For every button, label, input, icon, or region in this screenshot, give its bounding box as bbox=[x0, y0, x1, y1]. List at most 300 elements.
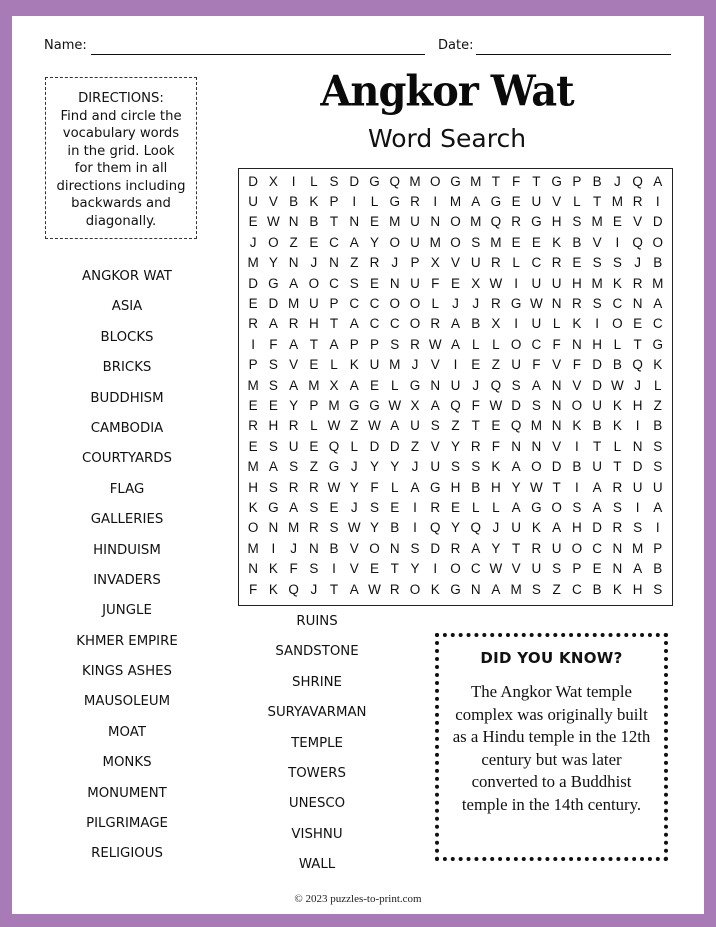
grid-cell[interactable]: O bbox=[450, 214, 461, 230]
grid-cell[interactable]: T bbox=[491, 173, 501, 189]
grid-cell[interactable]: R bbox=[248, 418, 258, 434]
grid-cell[interactable]: U bbox=[430, 459, 441, 475]
grid-cell[interactable]: H bbox=[551, 214, 562, 230]
grid-cell[interactable]: K bbox=[268, 561, 278, 577]
grid-cell[interactable]: E bbox=[309, 234, 319, 250]
grid-cell[interactable]: S bbox=[612, 499, 622, 515]
grid-cell[interactable]: A bbox=[349, 377, 359, 393]
grid-cell[interactable]: M bbox=[247, 377, 259, 393]
grid-cell[interactable]: N bbox=[288, 214, 299, 230]
grid-cell[interactable]: N bbox=[329, 255, 339, 271]
grid-cell[interactable]: E bbox=[511, 194, 521, 210]
grid-cell[interactable]: L bbox=[654, 377, 662, 393]
grid-cell[interactable]: A bbox=[430, 397, 440, 413]
grid-cell[interactable]: J bbox=[472, 296, 480, 312]
grid-cell[interactable]: K bbox=[349, 357, 359, 373]
grid-cell[interactable]: H bbox=[571, 520, 582, 536]
grid-cell[interactable]: D bbox=[389, 438, 400, 454]
grid-cell[interactable]: B bbox=[653, 255, 663, 271]
grid-cell[interactable]: I bbox=[655, 194, 660, 210]
grid-cell[interactable]: R bbox=[470, 438, 481, 454]
grid-cell[interactable]: A bbox=[349, 234, 359, 250]
grid-cell[interactable]: S bbox=[653, 459, 663, 475]
grid-cell[interactable]: E bbox=[491, 418, 501, 434]
grid-cell[interactable]: P bbox=[572, 173, 582, 189]
grid-cell[interactable]: O bbox=[429, 173, 441, 189]
grid-cell[interactable]: I bbox=[635, 418, 640, 434]
grid-cell[interactable]: W bbox=[388, 397, 402, 413]
grid-cell[interactable]: V bbox=[572, 377, 582, 393]
grid-cell[interactable]: U bbox=[652, 479, 663, 495]
grid-cell[interactable]: F bbox=[289, 561, 298, 577]
grid-cell[interactable]: U bbox=[511, 520, 522, 536]
grid-cell[interactable]: W bbox=[489, 275, 503, 291]
grid-cell[interactable]: V bbox=[268, 194, 278, 210]
grid-cell[interactable]: S bbox=[612, 255, 622, 271]
grid-cell[interactable]: J bbox=[492, 520, 500, 536]
grid-cell[interactable]: G bbox=[450, 581, 461, 597]
grid-cell[interactable]: O bbox=[510, 336, 522, 352]
grid-cell[interactable]: J bbox=[391, 255, 399, 271]
grid-cell[interactable]: C bbox=[369, 316, 380, 332]
grid-cell[interactable]: Z bbox=[451, 418, 460, 434]
grid-cell[interactable]: U bbox=[308, 296, 319, 312]
grid-cell[interactable]: X bbox=[491, 316, 501, 332]
grid-cell[interactable]: U bbox=[531, 316, 542, 332]
grid-cell[interactable]: Q bbox=[510, 418, 522, 434]
grid-cell[interactable]: X bbox=[471, 275, 481, 291]
grid-cell[interactable]: T bbox=[633, 336, 642, 352]
grid-cell[interactable]: N bbox=[632, 438, 643, 454]
grid-cell[interactable]: S bbox=[268, 377, 278, 393]
grid-cell[interactable]: B bbox=[592, 173, 602, 189]
grid-cell[interactable]: D bbox=[592, 377, 602, 393]
grid-cell[interactable]: O bbox=[389, 234, 401, 250]
grid-cell[interactable]: L bbox=[471, 336, 480, 352]
grid-cell[interactable]: V bbox=[511, 561, 521, 577]
grid-cell[interactable]: Q bbox=[490, 377, 502, 393]
grid-cell[interactable]: X bbox=[430, 255, 440, 271]
grid-cell[interactable]: U bbox=[531, 194, 542, 210]
grid-cell[interactable]: N bbox=[389, 275, 400, 291]
grid-cell[interactable]: A bbox=[633, 561, 643, 577]
grid-cell[interactable]: N bbox=[551, 397, 562, 413]
grid-cell[interactable]: L bbox=[492, 336, 500, 352]
grid-cell[interactable]: F bbox=[248, 581, 258, 597]
grid-cell[interactable]: R bbox=[288, 316, 299, 332]
grid-cell[interactable]: K bbox=[248, 499, 258, 515]
grid-cell[interactable]: F bbox=[572, 357, 581, 373]
grid-cell[interactable]: X bbox=[410, 397, 420, 413]
grid-cell[interactable]: F bbox=[269, 336, 278, 352]
grid-cell[interactable]: V bbox=[349, 540, 359, 556]
grid-cell[interactable]: E bbox=[370, 561, 380, 577]
grid-cell[interactable]: B bbox=[471, 316, 481, 332]
grid-cell[interactable]: M bbox=[611, 194, 623, 210]
grid-cell[interactable]: S bbox=[592, 255, 602, 271]
grid-cell[interactable]: D bbox=[369, 438, 380, 454]
grid-cell[interactable]: L bbox=[310, 418, 318, 434]
grid-cell[interactable]: M bbox=[470, 173, 482, 189]
grid-cell[interactable]: A bbox=[491, 581, 501, 597]
grid-cell[interactable]: W bbox=[266, 214, 280, 230]
grid-cell[interactable]: U bbox=[531, 275, 542, 291]
date-field[interactable] bbox=[476, 54, 671, 55]
grid-cell[interactable]: L bbox=[613, 438, 622, 454]
grid-cell[interactable]: E bbox=[531, 234, 541, 250]
grid-cell[interactable]: J bbox=[613, 173, 621, 189]
grid-cell[interactable]: I bbox=[615, 234, 620, 250]
grid-cell[interactable]: J bbox=[290, 540, 297, 556]
grid-cell[interactable]: W bbox=[428, 336, 442, 352]
grid-cell[interactable]: U bbox=[248, 194, 258, 210]
grid-cell[interactable]: Q bbox=[288, 581, 299, 597]
grid-cell[interactable]: H bbox=[491, 479, 501, 495]
grid-cell[interactable]: D bbox=[430, 540, 441, 556]
grid-cell[interactable]: E bbox=[248, 397, 258, 413]
grid-cell[interactable]: Y bbox=[370, 459, 380, 475]
grid-cell[interactable]: S bbox=[531, 397, 541, 413]
grid-cell[interactable]: F bbox=[491, 438, 501, 454]
grid-cell[interactable]: P bbox=[329, 194, 339, 210]
grid-cell[interactable]: C bbox=[389, 316, 400, 332]
grid-cell[interactable]: P bbox=[248, 357, 258, 373]
grid-cell[interactable]: I bbox=[251, 336, 255, 352]
grid-cell[interactable]: E bbox=[370, 214, 380, 230]
grid-cell[interactable]: W bbox=[368, 418, 381, 434]
grid-cell[interactable]: J bbox=[350, 459, 358, 475]
grid-cell[interactable]: Q bbox=[632, 173, 643, 189]
grid-cell[interactable]: R bbox=[571, 296, 582, 312]
grid-cell[interactable]: Q bbox=[470, 520, 481, 536]
grid-cell[interactable]: A bbox=[511, 499, 521, 515]
grid-cell[interactable]: Z bbox=[350, 418, 359, 434]
grid-cell[interactable]: R bbox=[248, 316, 258, 332]
grid-cell[interactable]: A bbox=[531, 377, 541, 393]
grid-cell[interactable]: P bbox=[410, 255, 420, 271]
grid-cell[interactable]: T bbox=[592, 194, 602, 210]
grid-cell[interactable]: L bbox=[512, 255, 520, 271]
grid-cell[interactable]: M bbox=[328, 397, 340, 413]
grid-cell[interactable]: J bbox=[249, 234, 257, 250]
grid-cell[interactable]: A bbox=[289, 336, 299, 352]
grid-cell[interactable]: Q bbox=[429, 520, 441, 536]
grid-cell[interactable]: U bbox=[470, 255, 481, 271]
grid-cell[interactable]: T bbox=[592, 438, 602, 454]
grid-cell[interactable]: O bbox=[409, 296, 421, 312]
grid-cell[interactable]: Y bbox=[491, 540, 501, 556]
grid-cell[interactable]: B bbox=[289, 194, 299, 210]
grid-cell[interactable]: D bbox=[248, 275, 258, 291]
grid-cell[interactable]: S bbox=[390, 336, 400, 352]
grid-cell[interactable]: H bbox=[248, 479, 258, 495]
grid-cell[interactable]: W bbox=[530, 296, 543, 312]
grid-cell[interactable]: D bbox=[592, 357, 602, 373]
grid-cell[interactable]: M bbox=[308, 377, 320, 393]
grid-cell[interactable]: Q bbox=[389, 173, 401, 189]
grid-cell[interactable]: V bbox=[289, 357, 299, 373]
grid-cell[interactable]: O bbox=[389, 296, 401, 312]
grid-cell[interactable]: O bbox=[571, 540, 583, 556]
grid-cell[interactable]: S bbox=[653, 438, 663, 454]
grid-cell[interactable]: Z bbox=[289, 234, 298, 250]
grid-cell[interactable]: N bbox=[288, 255, 299, 271]
grid-cell[interactable]: U bbox=[551, 540, 562, 556]
grid-cell[interactable]: N bbox=[248, 561, 258, 577]
grid-cell[interactable]: N bbox=[389, 540, 400, 556]
grid-cell[interactable]: K bbox=[612, 397, 622, 413]
grid-cell[interactable]: W bbox=[368, 581, 381, 597]
grid-cell[interactable]: Q bbox=[328, 438, 340, 454]
grid-cell[interactable]: H bbox=[571, 275, 582, 291]
grid-cell[interactable]: L bbox=[613, 336, 622, 352]
grid-cell[interactable]: M bbox=[247, 459, 259, 475]
grid-cell[interactable]: Y bbox=[349, 479, 359, 495]
grid-cell[interactable]: U bbox=[288, 438, 299, 454]
grid-cell[interactable]: G bbox=[652, 336, 664, 352]
grid-cell[interactable]: R bbox=[491, 255, 501, 271]
grid-cell[interactable]: Z bbox=[491, 357, 501, 373]
grid-cell[interactable]: B bbox=[572, 234, 582, 250]
grid-cell[interactable]: U bbox=[551, 275, 562, 291]
grid-cell[interactable]: N bbox=[551, 377, 562, 393]
grid-cell[interactable]: D bbox=[511, 397, 522, 413]
grid-cell[interactable]: R bbox=[632, 275, 643, 291]
grid-cell[interactable]: O bbox=[308, 275, 320, 291]
grid-cell[interactable]: F bbox=[532, 357, 541, 373]
grid-cell[interactable]: V bbox=[349, 561, 359, 577]
grid-cell[interactable]: R bbox=[430, 316, 441, 332]
grid-cell[interactable]: T bbox=[471, 418, 480, 434]
grid-cell[interactable]: S bbox=[572, 499, 582, 515]
grid-cell[interactable]: C bbox=[592, 540, 602, 556]
grid-cell[interactable]: V bbox=[450, 255, 460, 271]
grid-cell[interactable]: B bbox=[612, 357, 622, 373]
grid-cell[interactable]: A bbox=[592, 499, 602, 515]
grid-cell[interactable]: T bbox=[390, 561, 399, 577]
grid-cell[interactable]: A bbox=[450, 316, 460, 332]
grid-cell[interactable]: A bbox=[289, 275, 299, 291]
grid-cell[interactable]: I bbox=[332, 561, 336, 577]
grid-cell[interactable]: I bbox=[595, 316, 599, 332]
grid-cell[interactable]: O bbox=[551, 499, 562, 515]
grid-cell[interactable]: W bbox=[530, 479, 543, 495]
grid-cell[interactable]: S bbox=[410, 540, 420, 556]
grid-cell[interactable]: C bbox=[470, 561, 481, 577]
grid-cell[interactable]: R bbox=[430, 499, 441, 515]
grid-cell[interactable]: Z bbox=[653, 397, 662, 413]
grid-cell[interactable]: C bbox=[531, 255, 542, 271]
grid-cell[interactable]: G bbox=[450, 173, 461, 189]
grid-cell[interactable]: E bbox=[633, 316, 643, 332]
grid-cell[interactable]: I bbox=[413, 499, 417, 515]
grid-cell[interactable]: A bbox=[349, 581, 359, 597]
grid-cell[interactable]: Y bbox=[450, 520, 460, 536]
grid-cell[interactable]: W bbox=[327, 418, 341, 434]
grid-cell[interactable]: N bbox=[551, 418, 562, 434]
grid-cell[interactable]: N bbox=[268, 520, 279, 536]
grid-cell[interactable]: N bbox=[430, 214, 441, 230]
grid-cell[interactable]: G bbox=[510, 296, 522, 312]
grid-cell[interactable]: S bbox=[309, 561, 319, 577]
grid-cell[interactable]: A bbox=[450, 336, 460, 352]
grid-cell[interactable]: L bbox=[552, 316, 561, 332]
grid-cell[interactable]: S bbox=[592, 296, 602, 312]
grid-cell[interactable]: M bbox=[429, 234, 441, 250]
grid-cell[interactable]: K bbox=[572, 316, 582, 332]
grid-cell[interactable]: I bbox=[574, 438, 579, 454]
grid-cell[interactable]: A bbox=[511, 459, 521, 475]
grid-cell[interactable]: I bbox=[514, 316, 519, 332]
grid-cell[interactable]: I bbox=[453, 357, 458, 373]
grid-cell[interactable]: B bbox=[592, 418, 602, 434]
grid-cell[interactable]: S bbox=[309, 499, 319, 515]
grid-cell[interactable]: S bbox=[349, 275, 359, 291]
grid-cell[interactable]: M bbox=[287, 520, 300, 536]
grid-cell[interactable]: I bbox=[413, 520, 417, 536]
grid-cell[interactable]: Y bbox=[370, 520, 380, 536]
grid-cell[interactable]: M bbox=[591, 214, 603, 230]
grid-cell[interactable]: M bbox=[389, 214, 401, 230]
grid-cell[interactable]: B bbox=[653, 418, 663, 434]
grid-cell[interactable]: J bbox=[310, 255, 318, 271]
grid-cell[interactable]: W bbox=[327, 479, 341, 495]
grid-cell[interactable]: A bbox=[349, 316, 359, 332]
grid-cell[interactable]: G bbox=[369, 173, 380, 189]
grid-cell[interactable]: E bbox=[471, 357, 481, 373]
grid-cell[interactable]: L bbox=[471, 499, 480, 515]
grid-cell[interactable]: B bbox=[653, 561, 663, 577]
grid-cell[interactable]: H bbox=[308, 316, 319, 332]
grid-cell[interactable]: B bbox=[471, 479, 481, 495]
grid-cell[interactable]: N bbox=[511, 438, 522, 454]
grid-cell[interactable]: S bbox=[633, 520, 643, 536]
grid-cell[interactable]: D bbox=[592, 520, 602, 536]
grid-cell[interactable]: T bbox=[309, 336, 318, 352]
grid-cell[interactable]: U bbox=[531, 561, 542, 577]
grid-cell[interactable]: Z bbox=[410, 438, 420, 454]
grid-cell[interactable]: P bbox=[329, 296, 339, 312]
grid-cell[interactable]: S bbox=[450, 459, 460, 475]
grid-cell[interactable]: O bbox=[531, 459, 542, 475]
grid-cell[interactable]: K bbox=[612, 275, 622, 291]
grid-cell[interactable]: R bbox=[369, 255, 380, 271]
grid-cell[interactable]: S bbox=[268, 479, 278, 495]
grid-cell[interactable]: A bbox=[471, 194, 481, 210]
grid-cell[interactable]: I bbox=[352, 194, 357, 210]
grid-cell[interactable]: H bbox=[450, 479, 461, 495]
grid-cell[interactable]: A bbox=[268, 316, 278, 332]
grid-cell[interactable]: Q bbox=[632, 357, 643, 373]
grid-cell[interactable]: Z bbox=[350, 255, 359, 271]
word-search-grid[interactable] bbox=[238, 168, 673, 606]
grid-cell[interactable]: Z bbox=[309, 459, 318, 475]
grid-cell[interactable]: I bbox=[635, 499, 640, 515]
grid-cell[interactable]: O bbox=[409, 581, 421, 597]
grid-cell[interactable]: Y bbox=[370, 234, 380, 250]
grid-cell[interactable]: I bbox=[574, 479, 579, 495]
grid-cell[interactable]: M bbox=[470, 214, 482, 230]
grid-cell[interactable]: N bbox=[531, 438, 542, 454]
grid-cell[interactable]: O bbox=[450, 561, 461, 577]
grid-cell[interactable]: D bbox=[551, 459, 562, 475]
grid-cell[interactable]: C bbox=[329, 234, 339, 250]
grid-cell[interactable]: L bbox=[350, 438, 359, 454]
grid-cell[interactable]: K bbox=[531, 520, 541, 536]
grid-cell[interactable]: K bbox=[268, 581, 278, 597]
grid-cell[interactable]: Q bbox=[450, 397, 461, 413]
grid-cell[interactable]: E bbox=[572, 255, 582, 271]
grid-cell[interactable]: U bbox=[410, 234, 420, 250]
grid-cell[interactable]: E bbox=[248, 438, 258, 454]
grid-cell[interactable]: J bbox=[411, 357, 419, 373]
grid-cell[interactable]: K bbox=[491, 459, 501, 475]
grid-cell[interactable]: J bbox=[452, 296, 459, 312]
grid-cell[interactable]: Y bbox=[410, 561, 420, 577]
grid-cell[interactable]: Q bbox=[632, 234, 643, 250]
grid-cell[interactable]: O bbox=[571, 397, 583, 413]
grid-cell[interactable]: U bbox=[410, 214, 420, 230]
grid-cell[interactable]: N bbox=[551, 296, 562, 312]
grid-cell[interactable]: I bbox=[433, 561, 438, 577]
grid-cell[interactable]: T bbox=[329, 214, 339, 230]
grid-cell[interactable]: P bbox=[349, 336, 359, 352]
grid-cell[interactable]: S bbox=[268, 438, 278, 454]
grid-cell[interactable]: Y bbox=[450, 438, 460, 454]
grid-cell[interactable]: S bbox=[653, 581, 663, 597]
grid-cell[interactable]: O bbox=[612, 316, 623, 332]
grid-cell[interactable]: E bbox=[268, 397, 278, 413]
grid-cell[interactable]: P bbox=[370, 336, 380, 352]
grid-cell[interactable]: T bbox=[329, 581, 339, 597]
grid-cell[interactable]: N bbox=[612, 540, 623, 556]
grid-cell[interactable]: K bbox=[612, 581, 622, 597]
grid-cell[interactable]: M bbox=[287, 296, 300, 312]
grid-cell[interactable]: F bbox=[552, 336, 561, 352]
grid-cell[interactable]: E bbox=[450, 499, 460, 515]
grid-cell[interactable]: T bbox=[552, 479, 561, 495]
grid-cell[interactable]: S bbox=[552, 561, 562, 577]
grid-cell[interactable]: M bbox=[247, 255, 259, 271]
grid-cell[interactable]: G bbox=[268, 275, 279, 291]
grid-cell[interactable]: D bbox=[349, 173, 360, 189]
grid-cell[interactable]: G bbox=[349, 397, 360, 413]
grid-cell[interactable]: R bbox=[410, 194, 420, 210]
grid-cell[interactable]: C bbox=[652, 316, 663, 332]
grid-cell[interactable]: H bbox=[632, 397, 643, 413]
grid-cell[interactable]: R bbox=[410, 336, 420, 352]
grid-cell[interactable]: L bbox=[370, 194, 379, 210]
grid-cell[interactable]: A bbox=[268, 459, 278, 475]
grid-cell[interactable]: D bbox=[248, 173, 258, 189]
grid-cell[interactable]: R bbox=[632, 194, 643, 210]
grid-cell[interactable]: J bbox=[350, 499, 358, 515]
grid-cell[interactable]: C bbox=[349, 296, 360, 312]
grid-cell[interactable]: M bbox=[389, 357, 401, 373]
grid-cell[interactable]: W bbox=[347, 520, 361, 536]
grid-cell[interactable]: N bbox=[349, 214, 360, 230]
grid-cell[interactable]: G bbox=[531, 499, 542, 515]
grid-cell[interactable]: G bbox=[551, 173, 562, 189]
grid-cell[interactable]: R bbox=[491, 296, 501, 312]
grid-cell[interactable]: B bbox=[329, 540, 339, 556]
grid-cell[interactable]: K bbox=[309, 194, 319, 210]
grid-cell[interactable]: N bbox=[430, 377, 441, 393]
grid-cell[interactable]: A bbox=[289, 499, 299, 515]
grid-cell[interactable]: E bbox=[592, 561, 602, 577]
grid-cell[interactable]: M bbox=[449, 194, 462, 210]
grid-cell[interactable]: F bbox=[431, 275, 440, 291]
